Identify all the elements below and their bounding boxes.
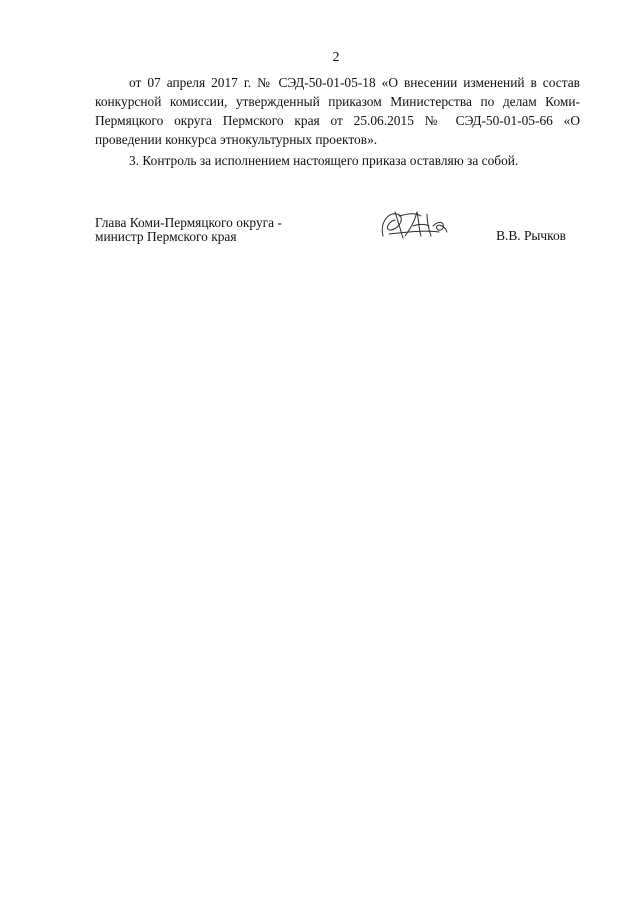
page-number: 2	[332, 50, 340, 65]
signature-block	[95, 216, 580, 256]
signer-name: В.В. Рычков	[496, 228, 566, 243]
signer-position-line-1: Глава Коми-Пермяцкого округа -	[95, 215, 282, 230]
document-body	[95, 73, 580, 170]
handwritten-signature-icon	[377, 206, 453, 246]
signer-position-line-2: министр Пермского края	[95, 229, 237, 244]
signer-position	[95, 216, 335, 244]
paragraph-control-clause: 3. Контроль за исполнением настоящего приказа оставляю за собой.	[129, 153, 519, 168]
paragraph-amendment-reference: от 07 апреля 2017 г. № СЭД-50-01-05-18 «О внесении изменений в состав конкурсной комиссии, утвержденный приказом Министерства по делам Коми-Пермяцкого округа Пермского края от 25.06.2015 № СЭД-50-01-05-66 «О проведении конкурса этнокультурных проектов».	[95, 75, 580, 147]
